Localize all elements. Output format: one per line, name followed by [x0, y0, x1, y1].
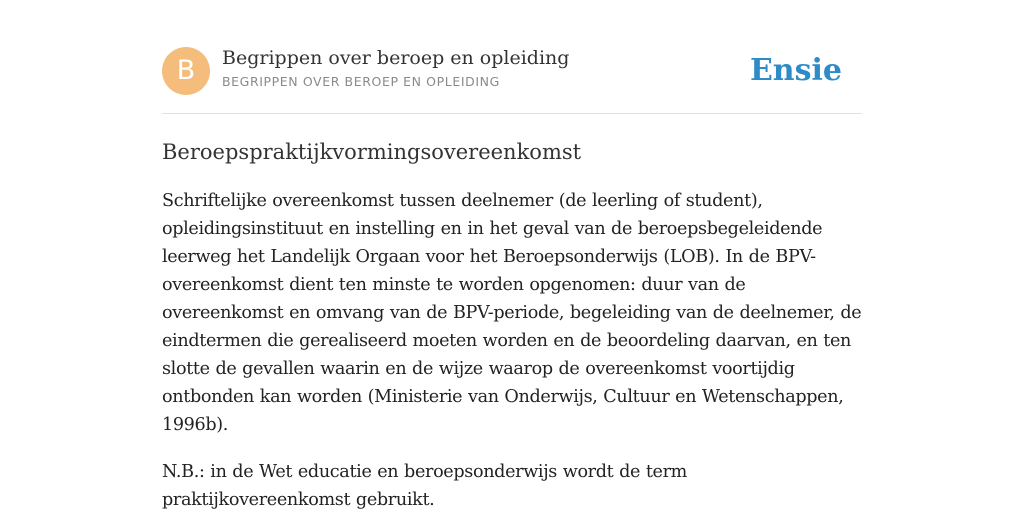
note-line: praktijkovereenkomst gebruikt. — [162, 490, 435, 510]
entry-term: Beroepspraktijkvormingsovereenkomst — [162, 140, 582, 164]
definition-line: ontbonden kan worden (Ministerie van Onderwijs, Cultuur en Wetenschappen, — [162, 387, 844, 407]
definition-line: overeenkomst en omvang van de BPV-periode, begeleiding van de deelnemer, de — [162, 303, 862, 323]
avatar[interactable]: B — [162, 47, 210, 95]
note-line: N.B.: in de Wet educatie en beroepsonderwijs wordt de term — [162, 462, 688, 482]
definition-line: overeenkomst dient ten minste te worden opgenomen: duur van de — [162, 275, 746, 295]
definition-line: leerweg het Landelijk Orgaan voor het Beroepsonderwijs (LOB). In de BPV- — [162, 247, 816, 267]
ensie-logo[interactable]: Ensie — [749, 53, 842, 88]
header-divider — [162, 113, 862, 114]
book-title[interactable]: Begrippen over beroep en opleiding — [222, 47, 570, 69]
header — [162, 46, 862, 96]
entry-definition — [162, 187, 862, 439]
definition-line: slotte de gevallen waarin en de wijze waarop de overeenkomst voortijdig — [162, 359, 795, 379]
entry-note — [162, 458, 862, 512]
definition-line: eindtermen die gerealiseerd moeten worden en de beoordeling daarvan, en ten — [162, 331, 852, 351]
book-subtitle: BEGRIPPEN OVER BEROEP EN OPLEIDING — [222, 74, 500, 89]
definition-line: Schriftelijke overeenkomst tussen deelnemer (de leerling of student), — [162, 191, 763, 211]
definition-line: 1996b). — [162, 415, 229, 435]
entry-content — [162, 136, 862, 512]
definition-line: opleidingsinstituut en instelling en in het geval van de beroepsbegeleidende — [162, 219, 823, 239]
